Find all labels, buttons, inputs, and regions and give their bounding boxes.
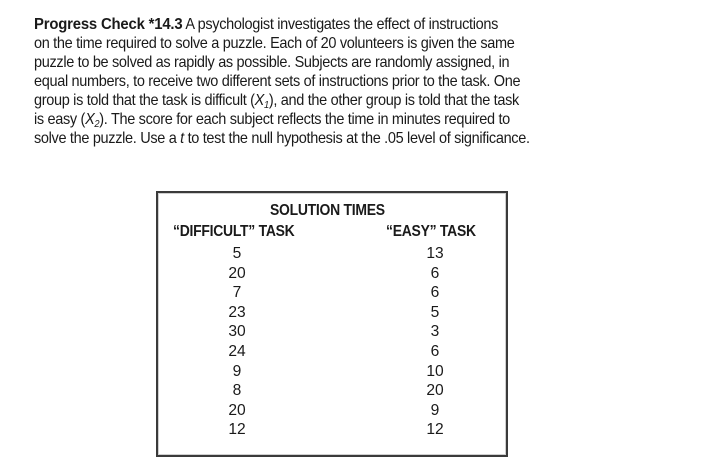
paragraph-line: equal numbers, to receive two different sets of instructions prior to the task. One — [34, 73, 521, 90]
table-cell: 13 — [426, 245, 444, 262]
table-cell: 12 — [426, 421, 444, 439]
table-cell: 6 — [430, 342, 440, 360]
difficult-task-column — [217, 244, 257, 440]
table-cell: 20 — [228, 264, 246, 282]
variable-x2: $X_2$ — [85, 111, 100, 130]
table-cell: 24 — [228, 342, 246, 360]
easy-task-header: “EASY” TASK — [386, 223, 476, 240]
table-cell: 23 — [228, 303, 246, 321]
variable-t: t — [180, 130, 184, 147]
paragraph-line: puzzle to be solved as rapidly as possible. Subjects are randomly assigned, in — [34, 54, 510, 71]
table-cell: 12 — [228, 421, 246, 439]
table-cell: 7 — [232, 284, 242, 302]
table-cell: 9 — [232, 362, 242, 380]
paragraph-line: group is told that the task is difficult $(X_1)$, and the other group is told that the task — [34, 92, 519, 111]
progress-check-heading: Progress Check *14.3 — [34, 16, 183, 33]
paragraph-line: solve the puzzle. Use a t to test the null hypothesis at the .05 level of significance. — [34, 130, 530, 147]
table-cell: 20 — [228, 401, 246, 419]
paragraph-line: is easy $(X_2)$. The score for each subject reflects the time in minutes required to — [34, 111, 510, 130]
table-title: SOLUTION TIMES — [270, 202, 385, 219]
table-cell: 3 — [430, 323, 440, 341]
difficult-task-header: “DIFFICULT” TASK — [173, 223, 295, 240]
variable-x1: $X_1$ — [254, 92, 269, 111]
paragraph-line: on the time required to solve a puzzle. Each of 20 volunteers is given the same — [34, 35, 515, 52]
problem-statement — [34, 15, 637, 148]
solution-times-table — [156, 191, 508, 457]
easy-task-column — [415, 244, 455, 440]
table-cell: 9 — [430, 401, 440, 419]
table-cell: 5 — [430, 303, 440, 321]
table-cell: 5 — [232, 245, 242, 262]
table-cell: 6 — [430, 264, 440, 282]
paragraph-line: Progress Check *14.3 A psychologist investigates the effect of instructions — [34, 16, 499, 33]
table-cell: 20 — [426, 382, 444, 400]
table-cell: 10 — [426, 362, 444, 380]
table-cell: 30 — [228, 323, 246, 341]
table-cell: 6 — [430, 284, 440, 302]
table-cell: 8 — [232, 382, 242, 400]
